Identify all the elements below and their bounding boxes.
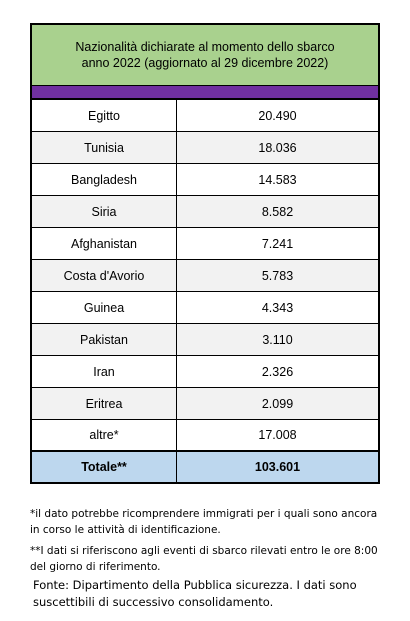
value-cell: 18.036 (258, 140, 297, 155)
table-row (32, 228, 378, 260)
value-cell: 2.326 (261, 364, 294, 379)
table-body (32, 100, 378, 452)
source-note: Fonte: Dipartimento della Pubblica sicurezza. I dati sono suscettibili di successivo consolidamento. (33, 578, 357, 609)
country-cell: Bangladesh (32, 164, 177, 195)
table-row (32, 356, 378, 388)
country-cell: Costa d'Avorio (32, 260, 177, 291)
value-cell: 5.783 (261, 268, 294, 283)
footnote-identification: *il dato potrebbe ricomprendere immigrati per i quali sono ancora in corso le attività di identificazione. (30, 508, 378, 536)
value-cell: 20.490 (258, 108, 297, 123)
country-cell: Afghanistan (32, 228, 177, 259)
table-row (32, 388, 378, 420)
table-row (32, 292, 378, 324)
table-row (32, 260, 378, 292)
header-title-line2: anno 2022 (aggiornato al 29 dicembre 2022) (81, 56, 329, 70)
country-cell: Iran (32, 356, 177, 387)
total-row (32, 452, 378, 482)
table-row (32, 420, 378, 452)
value-cell: 8.582 (261, 204, 294, 219)
country-cell: Guinea (32, 292, 177, 323)
table-row (32, 324, 378, 356)
value-cell: 4.343 (261, 300, 294, 315)
table-row (32, 100, 378, 132)
footnote-landing-events: **I dati si riferiscono agli eventi di sbarco rilevati entro le ore 8:00 del giorno di riferimento. (30, 545, 378, 573)
table-row (32, 132, 378, 164)
table-row (32, 164, 378, 196)
header-title-line1: Nazionalità dichiarate al momento dello sbarco (75, 40, 335, 54)
value-cell: 2.099 (261, 396, 294, 411)
value-cell: 3.110 (262, 332, 293, 347)
total-value: 103.601 (254, 460, 301, 474)
total-label: Totale** (32, 452, 177, 482)
country-cell: altre* (32, 420, 177, 450)
value-cell: 7.241 (261, 236, 294, 251)
country-cell: Egitto (32, 100, 177, 131)
table-header (32, 25, 378, 86)
value-cell: 17.008 (258, 428, 297, 442)
table-row (32, 196, 378, 228)
country-cell: Siria (32, 196, 177, 227)
value-cell: 14.583 (258, 172, 297, 187)
country-cell: Eritrea (32, 388, 177, 419)
purple-band (32, 86, 378, 100)
nationality-table (30, 23, 380, 484)
country-cell: Pakistan (32, 324, 177, 355)
country-cell: Tunisia (32, 132, 177, 163)
